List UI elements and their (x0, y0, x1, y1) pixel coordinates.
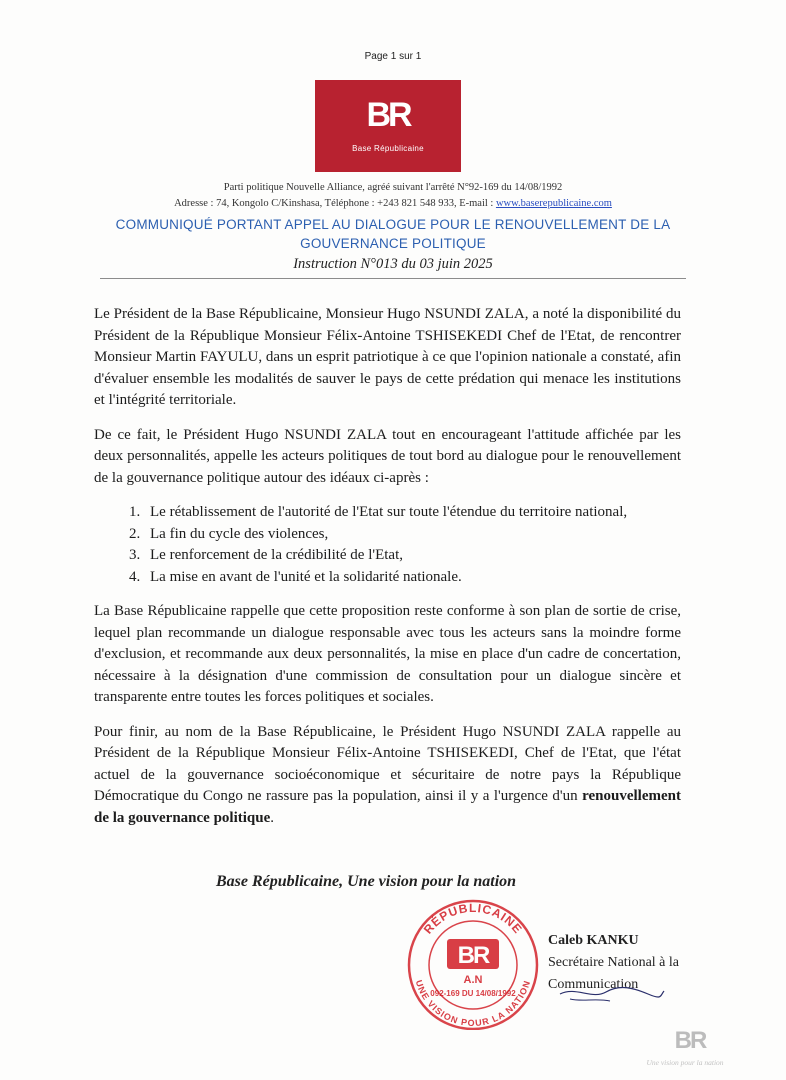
communique-body (94, 304, 681, 842)
website-link[interactable]: www.baserepublicaine.com (495, 198, 612, 209)
header-registration: Parti politique Nouvelle Alliance, agréé suivant l'arrêté N°92-169 du 14/08/1992 (223, 182, 563, 193)
paragraph-4-emphasis: renouvellement de la gouvernance politique (94, 788, 681, 826)
ideals-list (94, 502, 681, 588)
list-item: 4. La mise en avant de l'unité et la solidarité nationale. (144, 567, 681, 589)
paragraph-4-text: Pour finir, au nom de la Base Républicaine, le Président Hugo NSUNDI ZALA rappelle au Président de la République Monsieur Félix-Antoine TSHISEKEDI, Chef de l'Etat, que l'état actuel de la gouvernance socioéconomique et sécuritaire de notre pays la République Démocratique du Congo ne rassure pas la population, ainsi il y a l'urgence d'un (94, 723, 681, 804)
signatory-title-line2: Communication (548, 977, 639, 992)
paragraph-1: Le Président de la Base Républicaine, Monsieur Hugo NSUNDI ZALA, a noté la disponibilité du Président de la République Monsieur Félix-Antoine TSHISEKEDI Chef de l'Etat, de rencontrer Monsieur Martin FAYULU, dans un esprit patriotique à ce que l'opinion nationale a constaté, afin d'évaluer ensemble les modalités de sauver le pays de cette prédation qui menace les institutions et l'intégrité territoriale. (94, 306, 681, 408)
list-item: 2. La fin du cycle des violences, (144, 524, 681, 546)
party-motto: Base Républicaine, Une vision pour la nation (216, 873, 517, 890)
document-title: COMMUNIQUÉ PORTANT APPEL AU DIALOGUE POUR LE RENOUVELLEMENT DE LA GOUVERNANCE POLITIQUE (115, 217, 671, 251)
header-contact-text: Adresse : 74, Kongolo C/Kinshasa, Téléphone : +243 821 548 933, E-mail : (174, 198, 496, 209)
paragraph-4 (94, 722, 681, 830)
party-logo (315, 80, 461, 172)
paragraph-4-end: . (270, 809, 275, 826)
signatory-title-line1: Secrétaire National à la (548, 955, 679, 970)
header-contact (0, 198, 786, 209)
logo-name: Base Républicaine (352, 144, 424, 153)
list-item: 1. Le rétablissement de l'autorité de l'Etat sur toute l'étendue du territoire national, (144, 502, 681, 524)
svg-text:092-169 DU 14/08/1992: 092-169 DU 14/08/1992 (430, 989, 516, 998)
svg-text:BR: BR (457, 942, 489, 969)
logo-mark: BR (366, 96, 410, 134)
signature-icon (556, 982, 666, 1010)
svg-text:UNE VISION POUR LA NATION: UNE VISION POUR LA NATION (413, 978, 533, 1029)
footer-tagline: Une vision pour la nation (646, 1058, 724, 1067)
header-divider (100, 278, 686, 279)
svg-text:A.N: A.N (463, 974, 483, 986)
list-item: 3. Le renforcement de la crédibilité de l'Etat, (144, 545, 681, 567)
instruction-number: Instruction N°013 du 03 juin 2025 (293, 256, 493, 272)
footer-logo: BR (674, 1027, 706, 1054)
page-number: Page 1 sur 1 (364, 51, 422, 62)
official-stamp-icon (398, 895, 548, 1030)
paragraph-3: La Base Républicaine rappelle que cette proposition reste conforme à son plan de sortie de crise, lequel plan recommande un dialogue responsable avec tous les acteurs sans la moindre forme d'exclusion, et recommande aux deux personnalités, la mise en place d'un cadre de concertation, nécessaire à la désignation d'une commission de consultation pour un dialogue sincère et transparente entre toutes les forces politiques et sociales. (94, 603, 681, 705)
svg-text:RÉPUBLICAINE: RÉPUBLICAINE (420, 900, 526, 937)
signatory-name: Caleb KANKU (548, 933, 639, 948)
paragraph-2: De ce fait, le Président Hugo NSUNDI ZALA tout en encourageant l'attitude affichée par les deux personnalités, appelle les acteurs politiques de tout bord au dialogue pour le renouvellement de la gouvernance politique autour des idéaux ci-après : (94, 426, 681, 486)
